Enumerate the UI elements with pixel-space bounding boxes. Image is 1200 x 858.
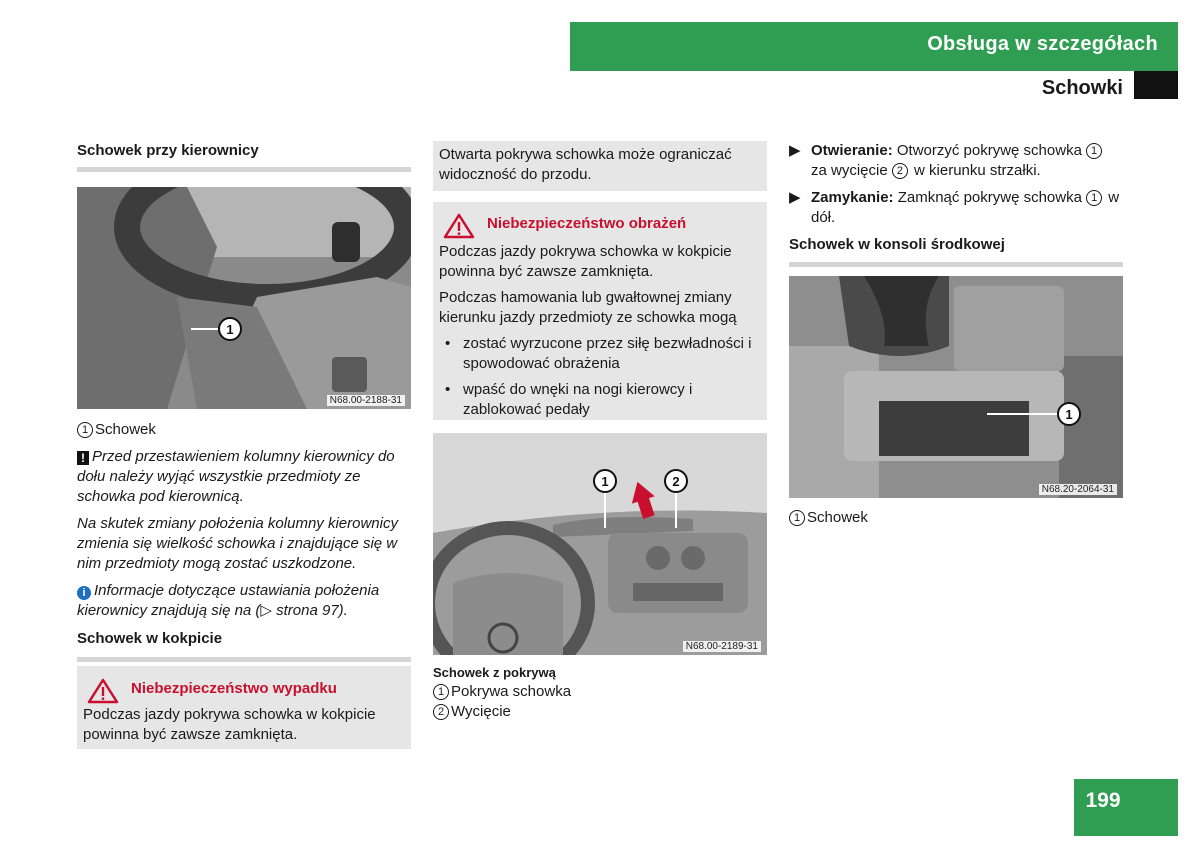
step-close: ▶ Zamykanie: Zamknąć pokrywę schowka 1 w dół. <box>789 189 1120 226</box>
left-column <box>77 141 411 172</box>
step-label: Otwieranie: <box>811 142 893 159</box>
divider <box>77 167 411 172</box>
note-italic: Na skutek zmiany położenia kolumny kierownicy zmienia się wielkość schowka i znajdujące się w nim przedmioty mogą zostać uszkodzone. <box>77 515 398 572</box>
bullet-icon: • <box>445 335 451 352</box>
section-marker <box>1134 71 1178 99</box>
info-text: Informacje dotyczące ustawiania położenia kierownicy znajdują się na ( <box>77 582 380 619</box>
step-arrow-icon: ▶ <box>789 142 801 159</box>
divider <box>77 657 411 662</box>
step-open: ▶ Otwieranie: Otworzyć pokrywę schowka 1 za wycięcie 2 w kierunku strzałki. <box>789 141 1123 181</box>
bullet-item: • wpaść do wnęki na nogi kierowcy i zablokować pedały <box>445 381 693 418</box>
photo2-callout-1: 1 <box>601 474 609 489</box>
legend-text: Wycięcie <box>451 703 511 720</box>
photo-cockpit-lid <box>433 433 767 655</box>
number-circle: 1 <box>1086 190 1102 206</box>
caption-title: Schowek z pokrywą <box>433 665 556 680</box>
warning-paragraph: Podczas hamowania lub gwałtownej zmiany kierunku jazdy przedmioty ze schowka mogą <box>439 289 737 326</box>
photo2-callout-2: 2 <box>672 474 680 489</box>
number-circle: 1 <box>789 510 805 526</box>
legend-text: Pokrywa schowka <box>451 683 572 700</box>
section-title: Schowki <box>1041 77 1123 99</box>
number-circle: 2 <box>433 704 449 720</box>
legend-row <box>433 702 767 722</box>
left-column-text <box>77 420 411 662</box>
warning-title: Niebezpieczeństwo wypadku <box>131 680 337 697</box>
photo1-callout: 1 <box>226 322 234 337</box>
warning-text: Podczas jazdy pokrywa schowka w kokpicie powinna być zawsze zamknięta. <box>83 706 376 743</box>
chapter-title: Obsługa w szczegółach <box>927 33 1158 55</box>
middle-caption <box>433 664 767 722</box>
info-note <box>77 581 411 621</box>
number-circle: 1 <box>77 422 93 438</box>
bullet-icon: • <box>445 381 451 398</box>
warning-triangle-icon <box>443 213 475 239</box>
page-number: 199 <box>1085 789 1121 812</box>
number-circle: 2 <box>892 163 908 179</box>
heading-cockpit-storage: Schowek w kokpicie <box>77 630 223 647</box>
warning-box-accident <box>77 666 411 749</box>
legend-text: Schowek <box>95 421 156 438</box>
photo-steering-column <box>77 187 411 409</box>
heading-steering-storage: Schowek przy kierownicy <box>77 142 259 159</box>
right-column <box>789 141 1123 267</box>
info-box-text: Otwarta pokrywa schowka może ograniczać widoczność do przodu. <box>439 146 732 183</box>
photo-code: N68.00-2188-31 <box>327 395 405 406</box>
warning-title: Niebezpieczeństwo obrażeń <box>487 215 687 232</box>
note-damage <box>77 447 411 507</box>
heading-console-storage: Schowek w konsoli środkowej <box>789 236 1005 253</box>
legend-row <box>77 420 411 440</box>
divider <box>789 262 1123 267</box>
warning-paragraph: Podczas jazdy pokrywa schowka w kokpicie powinna być zawsze zamknięta. <box>439 243 732 280</box>
exclamation-icon: ! <box>77 451 89 465</box>
bullet-item: • zostać wyrzucone przez siłę bezwładności i spowodować obrażenia <box>445 335 752 372</box>
warning-box-injury <box>433 202 767 420</box>
legend-row <box>789 508 1123 528</box>
right-legend <box>789 508 1123 528</box>
info-text-ref[interactable]: strona 97). <box>271 602 348 619</box>
number-circle: 1 <box>433 684 449 700</box>
note-damage-text: Przed przestawieniem kolumny kierownicy do dołu należy wyjąć wszystkie przedmioty ze schowka pod kierownicą. <box>77 448 395 505</box>
warning-triangle-icon <box>87 678 119 704</box>
step-label: Zamykanie: <box>811 189 894 206</box>
info-box <box>433 141 767 191</box>
photo-center-console <box>789 276 1123 498</box>
photo-code: N68.00-2189-31 <box>683 641 761 652</box>
photo3-callout: 1 <box>1065 407 1073 422</box>
legend-text: Schowek <box>807 509 868 526</box>
info-icon: i <box>77 586 91 600</box>
step-arrow-icon: ▶ <box>789 189 801 206</box>
number-circle: 1 <box>1086 143 1102 159</box>
legend-row <box>433 682 767 702</box>
page-ref-arrow-icon: ▷ <box>260 602 272 619</box>
photo-code: N68.20-2064-31 <box>1039 484 1117 495</box>
